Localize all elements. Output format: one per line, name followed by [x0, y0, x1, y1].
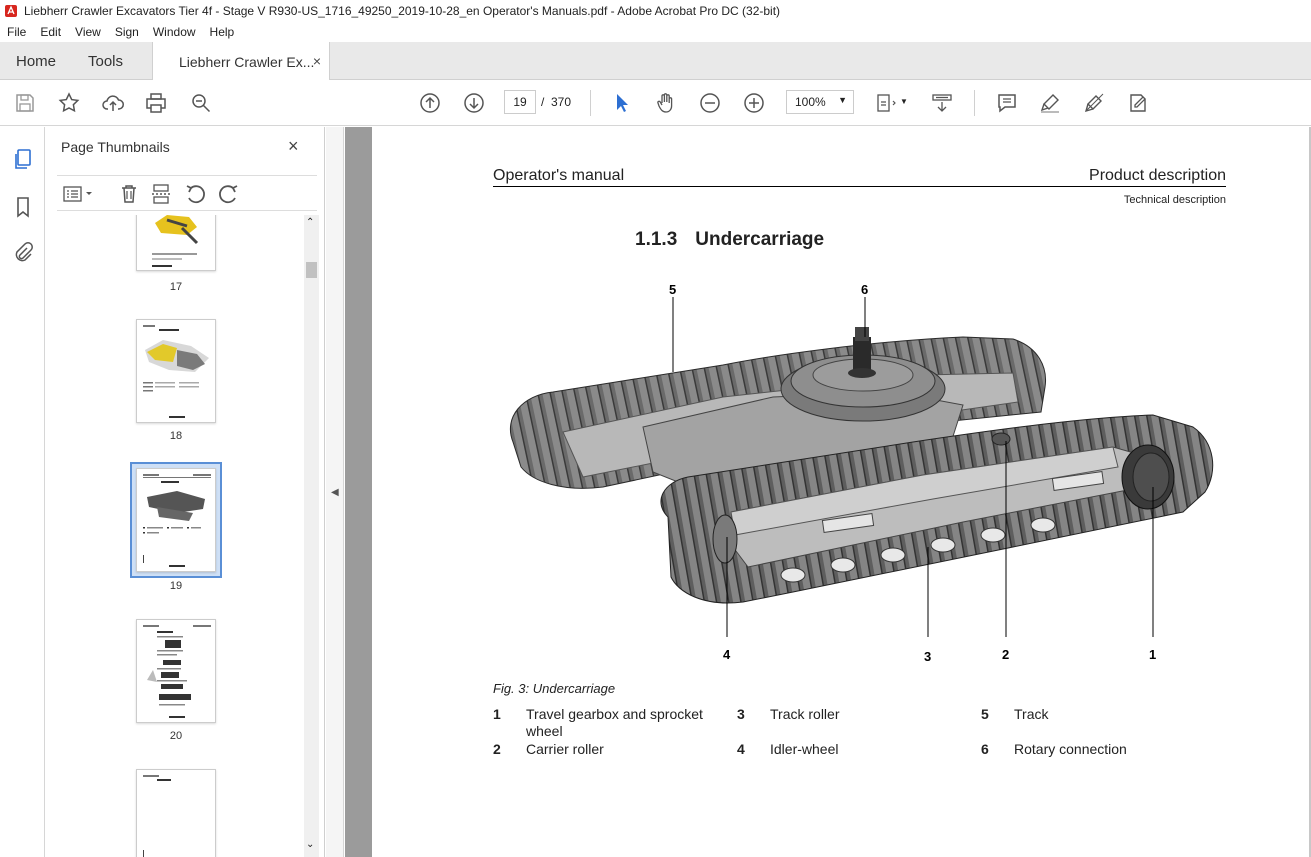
legend-text: Track roller — [770, 706, 840, 722]
collapse-left-icon[interactable]: ◀ — [331, 487, 339, 498]
zoom-out-icon[interactable] — [697, 90, 723, 116]
tab-tools[interactable]: Tools — [88, 52, 124, 70]
close-tab-icon[interactable]: × — [312, 53, 321, 69]
acrobat-icon — [4, 4, 18, 18]
page-header-right: Product description — [1089, 167, 1226, 184]
find-zoom-icon[interactable] — [188, 90, 214, 116]
rotate-right-icon[interactable] — [217, 182, 241, 206]
figure-label-3: 3 — [924, 649, 932, 664]
rotate-left-icon[interactable] — [183, 182, 207, 206]
travel-gearbox-hub — [1133, 453, 1169, 501]
close-panel-icon[interactable]: × — [288, 136, 299, 156]
zoom-value: 100% — [795, 95, 826, 109]
thumbnail-page[interactable] — [136, 215, 216, 271]
draw-pen-icon[interactable] — [1081, 90, 1107, 116]
tab-document[interactable] — [152, 42, 330, 81]
thumbnail-page[interactable] — [136, 769, 216, 857]
fill-sign-icon[interactable] — [1125, 90, 1151, 116]
legend-number: 6 — [981, 741, 989, 757]
next-page-icon[interactable] — [461, 90, 487, 116]
section-heading — [635, 229, 824, 251]
tab-document-label: Liebherr Crawler Ex... — [179, 53, 315, 70]
menu-file[interactable]: File — [7, 25, 27, 39]
legend-number: 4 — [737, 741, 745, 757]
legend-text: Idler-wheel — [770, 741, 839, 757]
panel-toolbar — [57, 175, 317, 211]
legend-text: Rotary connection — [1014, 741, 1127, 757]
thumbnail-image — [137, 320, 217, 424]
tab-bar — [0, 42, 1311, 80]
thumbnail-image — [137, 770, 217, 857]
panel-title: Page Thumbnails — [61, 139, 170, 155]
scroll-down-icon[interactable]: ⌄ — [306, 839, 315, 850]
thumbnail-page[interactable] — [136, 619, 216, 723]
thumbnail-label: 17 — [169, 281, 183, 293]
menu-window[interactable]: Window — [152, 25, 196, 39]
select-cursor-icon[interactable] — [609, 90, 635, 116]
chevron-down-icon: ▼ — [838, 95, 847, 105]
legend-number: 5 — [981, 706, 989, 722]
thumbnail-scrollbar[interactable] — [304, 215, 319, 857]
page-number-input[interactable]: 19 — [504, 90, 536, 114]
header-rule — [493, 186, 1226, 187]
thumbnail-image — [137, 469, 217, 573]
thumbnail-label: 18 — [169, 430, 183, 442]
undercarriage-figure — [493, 277, 1223, 667]
page-total: 370 — [551, 95, 572, 109]
zoom-select[interactable] — [786, 90, 854, 114]
print-icon[interactable] — [143, 90, 169, 116]
title-bar — [0, 0, 1311, 22]
page-header-subtitle: Technical description — [1123, 194, 1226, 206]
menu-sign[interactable]: Sign — [114, 25, 139, 39]
menu-edit[interactable]: Edit — [40, 25, 62, 39]
options-menu-icon[interactable] — [61, 182, 95, 206]
menu-view[interactable]: View — [75, 25, 101, 39]
section-number: 1.1.3 — [635, 229, 678, 250]
rotary-connection-top — [855, 327, 869, 341]
figure-label-6: 6 — [861, 282, 869, 297]
save-icon[interactable] — [12, 90, 38, 116]
scroll-up-icon[interactable]: ⌃ — [306, 217, 315, 228]
insert-page-icon[interactable] — [149, 182, 173, 206]
menu-help[interactable]: Help — [209, 25, 235, 39]
figure-label-5: 5 — [669, 282, 677, 297]
legend-text: Track — [1014, 706, 1049, 722]
pdf-page — [372, 127, 1310, 857]
bookmark-star-icon[interactable] — [56, 90, 82, 116]
menu-bar — [0, 22, 1311, 42]
thumbnail-image — [137, 620, 217, 724]
navigation-rail — [0, 127, 45, 857]
thumbnail-page-current[interactable] — [136, 468, 216, 572]
carrier-roller — [992, 433, 1010, 445]
legend-number: 1 — [493, 706, 501, 722]
idler-wheel — [713, 515, 737, 563]
zoom-in-icon[interactable] — [741, 90, 767, 116]
window-title: Liebherr Crawler Excavators Tier 4f - Stage V R930-US_1716_49250_2019-10-28_en Operator's Manuals.pdf - Adobe Acrobat Pro DC (32-bit) — [24, 4, 781, 18]
upload-cloud-icon[interactable] — [100, 90, 126, 116]
chevron-down-icon[interactable]: ▼ — [900, 97, 908, 106]
toolbar-divider — [590, 90, 591, 116]
hand-tool-icon[interactable] — [653, 90, 679, 116]
legend-number: 2 — [493, 741, 501, 757]
document-viewer — [345, 127, 1311, 857]
thumbnail-label: 19 — [169, 580, 183, 592]
thumbnail-list — [60, 215, 304, 857]
rotary-connection — [853, 337, 871, 373]
page-thumbnails-icon[interactable] — [11, 147, 35, 171]
highlight-pen-icon[interactable] — [1037, 90, 1063, 116]
delete-page-icon[interactable] — [117, 182, 141, 206]
rotary-connection-base — [848, 368, 876, 378]
thumbnail-image — [137, 215, 217, 272]
toolbar — [0, 80, 1311, 126]
legend-number: 3 — [737, 706, 745, 722]
figure-label-4: 4 — [723, 647, 731, 662]
fit-page-icon[interactable] — [874, 90, 900, 116]
page-header-left: Operator's manual — [493, 167, 625, 184]
legend-text: Travel gearbox and sprocket wheel — [526, 706, 703, 739]
thumbnail-page[interactable] — [136, 319, 216, 423]
tab-home[interactable]: Home — [16, 52, 57, 70]
page-separator: / — [541, 95, 545, 109]
bookmarks-icon[interactable] — [11, 195, 35, 219]
figure-label-1: 1 — [1149, 647, 1157, 662]
legend-text: Carrier roller — [526, 741, 604, 757]
comment-icon[interactable] — [994, 90, 1020, 116]
thumbnail-label: 20 — [169, 730, 183, 742]
previous-page-icon[interactable] — [417, 90, 443, 116]
figure-caption: Fig. 3: Undercarriage — [493, 681, 616, 696]
scrollbar-thumb[interactable] — [306, 262, 317, 278]
panel-collapse-handle[interactable] — [326, 127, 344, 857]
scroll-mode-icon[interactable] — [929, 90, 955, 116]
section-title: Undercarriage — [695, 229, 825, 250]
attachments-icon[interactable] — [11, 240, 35, 264]
figure-label-2: 2 — [1002, 647, 1010, 662]
toolbar-divider — [974, 90, 975, 116]
